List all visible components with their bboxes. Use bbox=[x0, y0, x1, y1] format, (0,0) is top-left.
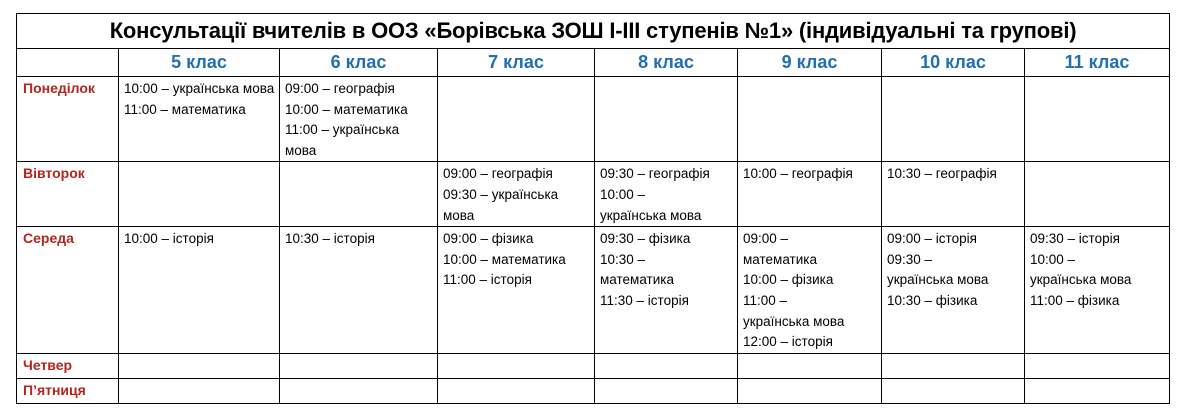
consultation-entry: 10:00 – математика bbox=[443, 251, 566, 267]
consultation-entry: українська мова bbox=[887, 272, 989, 288]
schedule-cell bbox=[738, 378, 882, 403]
consultation-entry: 09:30 – українська мова bbox=[443, 186, 559, 223]
schedule-cell bbox=[1025, 378, 1170, 403]
consultation-entry: 11:00 – математика bbox=[124, 101, 246, 117]
day-row bbox=[17, 353, 1170, 378]
consultation-entry: 11:00 – фізика bbox=[1030, 292, 1120, 308]
day-label: Четвер bbox=[17, 353, 119, 378]
schedule-cell bbox=[119, 378, 280, 403]
schedule-cell bbox=[738, 353, 882, 378]
consultation-entry: 10:30 – географія bbox=[887, 166, 997, 182]
consultation-entry: 10:00 – українська мова bbox=[124, 81, 275, 96]
consultation-entry: 11:00 – bbox=[743, 292, 788, 308]
day-label: П’ятниця bbox=[17, 378, 119, 403]
day-row bbox=[17, 227, 1170, 354]
consultation-entry: 12:00 – історія bbox=[743, 334, 833, 350]
class-header-row bbox=[17, 49, 1170, 77]
class-header-2: 6 клас bbox=[280, 49, 438, 77]
schedule-cell bbox=[595, 353, 738, 378]
schedule-cell bbox=[438, 353, 595, 378]
consultation-entry: українська мова bbox=[743, 313, 845, 329]
schedule-cell bbox=[119, 227, 280, 354]
schedule-cell bbox=[280, 227, 438, 354]
consultation-entry: математика bbox=[600, 272, 674, 288]
day-label: Вівторок bbox=[17, 162, 119, 227]
consultation-entry: 10:00 – bbox=[600, 186, 646, 202]
consultation-entry: 09:30 – географія bbox=[600, 166, 710, 182]
consultation-entry: 09:00 – географія bbox=[285, 81, 395, 96]
schedule-cell bbox=[595, 378, 738, 403]
consultation-entry: 10:00 – географія bbox=[743, 166, 853, 182]
schedule-cell bbox=[882, 378, 1025, 403]
consultation-entry: 10:00 – математика bbox=[285, 101, 408, 117]
consultation-entry: 09:30 – bbox=[887, 251, 933, 267]
schedule-cell bbox=[280, 77, 438, 162]
schedule-table bbox=[16, 13, 1170, 404]
schedule-cell bbox=[1025, 353, 1170, 378]
class-header-1: 5 клас bbox=[119, 49, 280, 77]
consultation-entry: 10:00 – фізика bbox=[743, 272, 834, 288]
title-row bbox=[17, 14, 1170, 49]
schedule-cell bbox=[882, 77, 1025, 162]
consultation-entry: 10:30 – фізика bbox=[887, 292, 978, 308]
schedule-cell bbox=[119, 77, 280, 162]
consultation-entry: 09:30 – фізика bbox=[600, 231, 691, 247]
schedule-cell bbox=[438, 162, 595, 227]
schedule-cell bbox=[595, 227, 738, 354]
day-label: Середа bbox=[17, 227, 119, 354]
schedule-cell bbox=[595, 77, 738, 162]
schedule-cell bbox=[280, 162, 438, 227]
day-row bbox=[17, 162, 1170, 227]
consultation-entry: 09:00 – фізика bbox=[443, 231, 534, 247]
class-header-5: 9 клас bbox=[738, 49, 882, 77]
consultation-entry: українська мова bbox=[600, 207, 702, 223]
consultation-entry: 10:30 – історія bbox=[285, 231, 375, 247]
consultation-entry: 11:30 – історія bbox=[600, 292, 689, 308]
schedule-cell bbox=[738, 227, 882, 354]
schedule-cell bbox=[738, 77, 882, 162]
consultation-entry: 11:00 – історія bbox=[443, 272, 532, 288]
consultation-entry: 09:00 – географія bbox=[443, 166, 553, 182]
schedule-cell bbox=[595, 162, 738, 227]
schedule-cell bbox=[1025, 227, 1170, 354]
consultation-entry: 11:00 – українська мова bbox=[285, 122, 400, 158]
day-row bbox=[17, 77, 1170, 162]
page-title: Консультації вчителів в ООЗ «Борівська ЗОШ І-ІІІ ступенів №1» (індивідуальні та групові) bbox=[17, 14, 1170, 49]
schedule-cell bbox=[438, 227, 595, 354]
consultation-entry: 09:30 – історія bbox=[1030, 231, 1120, 247]
consultation-entry: 09:00 – історія bbox=[887, 231, 977, 247]
schedule-cell bbox=[280, 378, 438, 403]
schedule-cell bbox=[119, 162, 280, 227]
class-header-3: 7 клас bbox=[438, 49, 595, 77]
consultation-entry: 10:00 – bbox=[1030, 251, 1076, 267]
consultation-entry: 10:00 – історія bbox=[124, 231, 214, 247]
schedule-cell bbox=[738, 162, 882, 227]
day-row bbox=[17, 378, 1170, 403]
consultation-entry: 10:30 – bbox=[600, 251, 646, 267]
schedule-cell bbox=[438, 378, 595, 403]
day-label: Понеділок bbox=[17, 77, 119, 162]
schedule-cell bbox=[119, 353, 280, 378]
schedule-cell bbox=[1025, 162, 1170, 227]
consultation-entry: українська мова bbox=[1030, 272, 1132, 288]
schedule-cell bbox=[438, 77, 595, 162]
consultation-entry: математика bbox=[743, 251, 817, 267]
schedule-cell bbox=[280, 353, 438, 378]
consultation-entry: 09:00 – bbox=[743, 231, 789, 247]
class-header-4: 8 клас bbox=[595, 49, 738, 77]
schedule-cell bbox=[1025, 77, 1170, 162]
schedule-cell bbox=[882, 353, 1025, 378]
class-header-7: 11 клас bbox=[1025, 49, 1170, 77]
class-header-6: 10 клас bbox=[882, 49, 1025, 77]
schedule-cell bbox=[882, 227, 1025, 354]
corner-cell bbox=[17, 49, 119, 77]
schedule-cell bbox=[882, 162, 1025, 227]
